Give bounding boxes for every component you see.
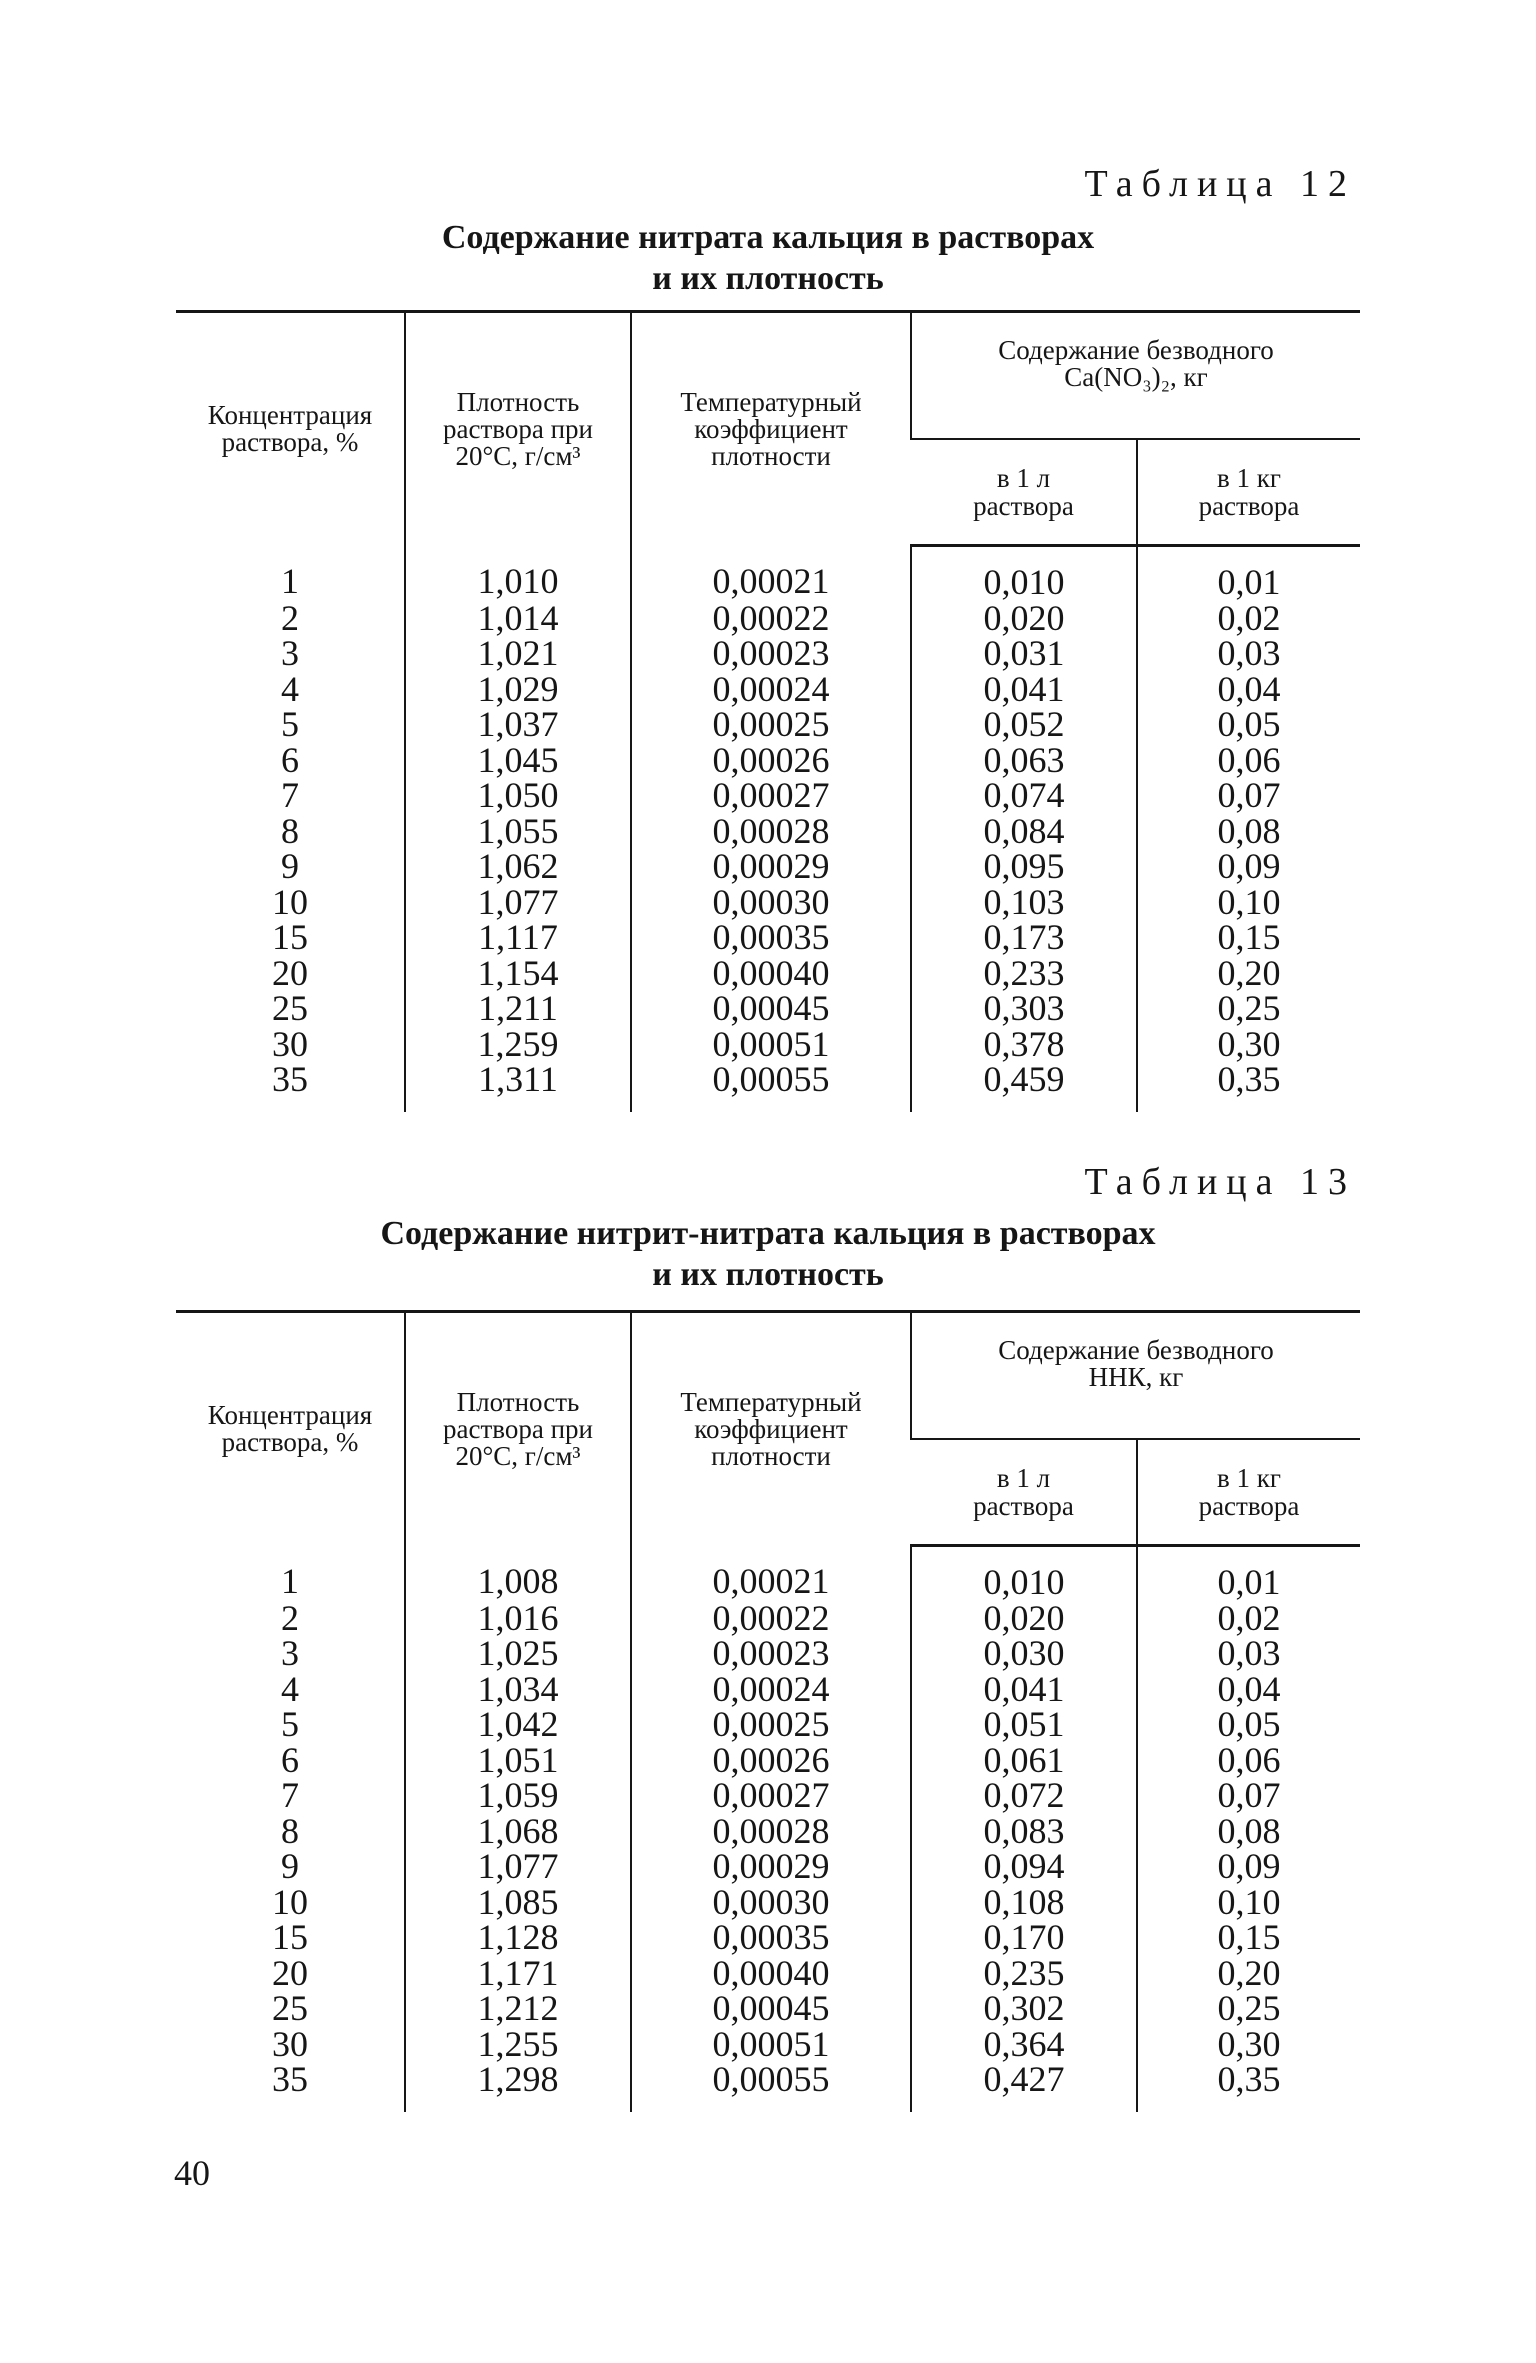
table-row <box>176 1849 1360 1885</box>
cell-per-kg: 0,04 <box>1137 672 1360 708</box>
cell-concentration: 25 <box>272 1988 308 2028</box>
cell-per-kg: 0,10 <box>1137 1885 1360 1921</box>
cell-density: 1,259 <box>405 1027 631 1063</box>
cell-coefficient: 0,00022 <box>631 601 911 637</box>
cell-per-kg: 0,08 <box>1137 1814 1360 1850</box>
cell-per-kg: 0,20 <box>1137 1956 1360 1992</box>
cell-concentration: 8 <box>281 810 299 851</box>
cell-per-liter: 0,094 <box>911 1849 1137 1885</box>
cell-concentration: 10 <box>272 881 308 922</box>
cell-per-kg: 0,04 <box>1137 1672 1360 1708</box>
table-row <box>176 601 1360 637</box>
table-row <box>176 1885 1360 1921</box>
cell-per-kg: 0,07 <box>1137 778 1360 814</box>
cell-coefficient: 0,00040 <box>631 1956 911 1992</box>
cell-per-kg: 0,07 <box>1137 1778 1360 1814</box>
cell-concentration: 6 <box>281 1739 299 1780</box>
cell-concentration: 8 <box>281 1810 299 1851</box>
cell-coefficient: 0,00040 <box>631 956 911 992</box>
cell-concentration: 2 <box>281 597 299 638</box>
table-body <box>176 1546 1360 2112</box>
cell-per-liter: 0,108 <box>911 1885 1137 1921</box>
cell-density: 1,212 <box>405 1991 631 2027</box>
data-table <box>176 310 1360 1112</box>
cell-per-liter: 0,074 <box>911 778 1137 814</box>
cell-density: 1,298 <box>405 2062 631 2112</box>
header-concentration: Концентрация раствора, % <box>176 312 405 546</box>
cell-concentration: 25 <box>272 988 308 1028</box>
cell-per-liter: 0,103 <box>911 885 1137 921</box>
cell-per-kg: 0,01 <box>1137 1546 1360 1601</box>
table-row <box>176 636 1360 672</box>
caption-line: и их плотность <box>652 1256 884 1293</box>
cell-per-liter: 0,173 <box>911 920 1137 956</box>
cell-density: 1,062 <box>405 849 631 885</box>
header-density: Плотность раствора при 20°С, г/см³ <box>405 1312 631 1546</box>
cell-concentration: 1 <box>281 1561 299 1602</box>
cell-per-liter: 0,020 <box>911 601 1137 637</box>
table-row <box>176 991 1360 1027</box>
cell-per-kg: 0,02 <box>1137 601 1360 637</box>
cell-coefficient: 0,00028 <box>631 814 911 850</box>
cell-per-liter: 0,302 <box>911 1991 1137 2027</box>
cell-coefficient: 0,00051 <box>631 2027 911 2063</box>
cell-density: 1,211 <box>405 991 631 1027</box>
cell-per-kg: 0,35 <box>1137 2062 1360 2112</box>
table-row <box>176 1707 1360 1743</box>
cell-coefficient: 0,00025 <box>631 707 911 743</box>
table-caption <box>0 1213 1536 1295</box>
cell-per-liter: 0,030 <box>911 1636 1137 1672</box>
table-row <box>176 920 1360 956</box>
header-per-liter: в 1 л раствора <box>911 439 1137 546</box>
cell-coefficient: 0,00021 <box>631 1546 911 1601</box>
cell-concentration: 6 <box>281 739 299 780</box>
cell-per-kg: 0,09 <box>1137 849 1360 885</box>
cell-per-kg: 0,03 <box>1137 636 1360 672</box>
cell-coefficient: 0,00029 <box>631 1849 911 1885</box>
cell-concentration: 5 <box>281 704 299 744</box>
cell-density: 1,085 <box>405 1885 631 1921</box>
cell-density: 1,059 <box>405 1778 631 1814</box>
cell-concentration: 35 <box>272 1059 308 1099</box>
cell-per-liter: 0,020 <box>911 1601 1137 1637</box>
header-content-group: Содержание безводного ННК, кг <box>911 1312 1360 1440</box>
cell-density: 1,042 <box>405 1707 631 1743</box>
cell-per-liter: 0,084 <box>911 814 1137 850</box>
cell-coefficient: 0,00021 <box>631 546 911 601</box>
cell-concentration: 9 <box>281 846 299 886</box>
cell-per-kg: 0,10 <box>1137 885 1360 921</box>
cell-per-liter: 0,233 <box>911 956 1137 992</box>
cell-concentration: 15 <box>272 1917 308 1957</box>
cell-concentration: 3 <box>281 1633 299 1673</box>
cell-per-kg: 0,06 <box>1137 743 1360 779</box>
cell-per-liter: 0,061 <box>911 1743 1137 1779</box>
cell-concentration: 3 <box>281 633 299 673</box>
cell-per-kg: 0,25 <box>1137 1991 1360 2027</box>
cell-per-liter: 0,364 <box>911 2027 1137 2063</box>
cell-density: 1,029 <box>405 672 631 708</box>
cell-per-liter: 0,041 <box>911 1672 1137 1708</box>
cell-per-kg: 0,05 <box>1137 1707 1360 1743</box>
cell-coefficient: 0,00051 <box>631 1027 911 1063</box>
cell-density: 1,051 <box>405 1743 631 1779</box>
table-row <box>176 1636 1360 1672</box>
header-coefficient: Температурный коэффициент плотности <box>631 1312 911 1546</box>
data-table <box>176 1310 1360 2112</box>
page-number: 40 <box>174 2153 210 2193</box>
cell-coefficient: 0,00045 <box>631 1991 911 2027</box>
table-caption <box>0 217 1536 299</box>
table-row <box>176 2062 1360 2112</box>
table-row <box>176 885 1360 921</box>
cell-coefficient: 0,00028 <box>631 1814 911 1850</box>
table-row <box>176 546 1360 601</box>
cell-coefficient: 0,00024 <box>631 1672 911 1708</box>
cell-concentration: 10 <box>272 1881 308 1922</box>
table-row <box>176 1814 1360 1850</box>
table-row <box>176 814 1360 850</box>
cell-per-kg: 0,15 <box>1137 1920 1360 1956</box>
cell-density: 1,050 <box>405 778 631 814</box>
cell-per-liter: 0,051 <box>911 1707 1137 1743</box>
table-row <box>176 956 1360 992</box>
cell-concentration: 7 <box>281 775 299 815</box>
cell-density: 1,016 <box>405 1601 631 1637</box>
cell-per-liter: 0,041 <box>911 672 1137 708</box>
cell-coefficient: 0,00055 <box>631 2062 911 2112</box>
table-row <box>176 1991 1360 2027</box>
table-number: Таблица 12 <box>1084 163 1356 205</box>
table-row <box>176 1672 1360 1708</box>
cell-density: 1,128 <box>405 1920 631 1956</box>
cell-density: 1,171 <box>405 1956 631 1992</box>
cell-per-kg: 0,02 <box>1137 1601 1360 1637</box>
cell-per-kg: 0,01 <box>1137 546 1360 601</box>
cell-coefficient: 0,00023 <box>631 1636 911 1672</box>
cell-coefficient: 0,00026 <box>631 1743 911 1779</box>
cell-coefficient: 0,00029 <box>631 849 911 885</box>
cell-per-liter: 0,459 <box>911 1062 1137 1112</box>
cell-coefficient: 0,00027 <box>631 778 911 814</box>
table-row <box>176 1743 1360 1779</box>
cell-density: 1,014 <box>405 601 631 637</box>
cell-concentration: 5 <box>281 1704 299 1744</box>
caption-line: и их плотность <box>652 260 884 297</box>
cell-per-kg: 0,20 <box>1137 956 1360 992</box>
cell-per-liter: 0,170 <box>911 1920 1137 1956</box>
cell-density: 1,077 <box>405 885 631 921</box>
cell-density: 1,021 <box>405 636 631 672</box>
header-density: Плотность раствора при 20°С, г/см³ <box>405 312 631 546</box>
cell-coefficient: 0,00023 <box>631 636 911 672</box>
cell-concentration: 2 <box>281 1597 299 1638</box>
cell-per-kg: 0,03 <box>1137 1636 1360 1672</box>
cell-concentration: 30 <box>272 2023 308 2064</box>
table-row <box>176 2027 1360 2063</box>
cell-per-liter: 0,083 <box>911 1814 1137 1850</box>
cell-per-kg: 0,05 <box>1137 707 1360 743</box>
header-content-group: Содержание безводного Ca(NO₃)₂, кг <box>911 312 1360 440</box>
cell-per-kg: 0,30 <box>1137 2027 1360 2063</box>
table-row <box>176 1062 1360 1112</box>
cell-per-kg: 0,15 <box>1137 920 1360 956</box>
cell-per-kg: 0,30 <box>1137 1027 1360 1063</box>
cell-density: 1,077 <box>405 1849 631 1885</box>
table-row <box>176 743 1360 779</box>
header-per-kg: в 1 кг раствора <box>1137 439 1360 546</box>
header-coefficient: Температурный коэффициент плотности <box>631 312 911 546</box>
cell-per-kg: 0,08 <box>1137 814 1360 850</box>
caption-line: Содержание нитрит-нитрата кальция в растворах <box>380 1215 1156 1252</box>
cell-density: 1,055 <box>405 814 631 850</box>
table-number: Таблица 13 <box>1084 1161 1356 1203</box>
cell-coefficient: 0,00030 <box>631 885 911 921</box>
cell-per-liter: 0,031 <box>911 636 1137 672</box>
cell-coefficient: 0,00027 <box>631 1778 911 1814</box>
cell-coefficient: 0,00035 <box>631 920 911 956</box>
table-body <box>176 546 1360 1112</box>
cell-per-liter: 0,072 <box>911 1778 1137 1814</box>
table-row <box>176 1546 1360 1601</box>
table-row <box>176 1956 1360 1992</box>
cell-concentration: 20 <box>272 1952 308 1993</box>
cell-density: 1,025 <box>405 1636 631 1672</box>
cell-per-liter: 0,235 <box>911 1956 1137 1992</box>
cell-per-liter: 0,095 <box>911 849 1137 885</box>
cell-per-liter: 0,010 <box>911 1546 1137 1601</box>
cell-per-liter: 0,052 <box>911 707 1137 743</box>
cell-density: 1,008 <box>405 1546 631 1601</box>
cell-per-liter: 0,378 <box>911 1027 1137 1063</box>
cell-coefficient: 0,00035 <box>631 1920 911 1956</box>
cell-coefficient: 0,00055 <box>631 1062 911 1112</box>
cell-per-liter: 0,063 <box>911 743 1137 779</box>
cell-concentration: 1 <box>281 561 299 602</box>
table-row <box>176 1601 1360 1637</box>
table-row <box>176 1920 1360 1956</box>
cell-per-kg: 0,35 <box>1137 1062 1360 1112</box>
table-row <box>176 778 1360 814</box>
cell-density: 1,045 <box>405 743 631 779</box>
cell-density: 1,311 <box>405 1062 631 1112</box>
table-row <box>176 849 1360 885</box>
cell-concentration: 35 <box>272 2059 308 2099</box>
cell-density: 1,068 <box>405 1814 631 1850</box>
table-row <box>176 1778 1360 1814</box>
cell-per-liter: 0,427 <box>911 2062 1137 2112</box>
cell-coefficient: 0,00025 <box>631 1707 911 1743</box>
table-row <box>176 707 1360 743</box>
table-row <box>176 672 1360 708</box>
cell-per-kg: 0,06 <box>1137 1743 1360 1779</box>
cell-concentration: 4 <box>281 1668 299 1709</box>
cell-concentration: 7 <box>281 1775 299 1815</box>
cell-per-liter: 0,303 <box>911 991 1137 1027</box>
cell-density: 1,037 <box>405 707 631 743</box>
cell-coefficient: 0,00024 <box>631 672 911 708</box>
cell-concentration: 15 <box>272 917 308 957</box>
caption-line: Содержание нитрата кальция в растворах <box>441 219 1095 256</box>
cell-per-kg: 0,09 <box>1137 1849 1360 1885</box>
cell-density: 1,010 <box>405 546 631 601</box>
cell-concentration: 20 <box>272 952 308 993</box>
header-per-kg: в 1 кг раствора <box>1137 1439 1360 1546</box>
cell-concentration: 30 <box>272 1023 308 1064</box>
cell-per-kg: 0,25 <box>1137 991 1360 1027</box>
header-per-liter: в 1 л раствора <box>911 1439 1137 1546</box>
cell-concentration: 9 <box>281 1846 299 1886</box>
cell-density: 1,154 <box>405 956 631 992</box>
cell-density: 1,034 <box>405 1672 631 1708</box>
cell-per-liter: 0,010 <box>911 546 1137 601</box>
cell-coefficient: 0,00045 <box>631 991 911 1027</box>
cell-coefficient: 0,00022 <box>631 1601 911 1637</box>
cell-coefficient: 0,00030 <box>631 1885 911 1921</box>
cell-density: 1,255 <box>405 2027 631 2063</box>
cell-coefficient: 0,00026 <box>631 743 911 779</box>
table-row <box>176 1027 1360 1063</box>
header-concentration: Концентрация раствора, % <box>176 1312 405 1546</box>
cell-density: 1,117 <box>405 920 631 956</box>
cell-concentration: 4 <box>281 668 299 709</box>
